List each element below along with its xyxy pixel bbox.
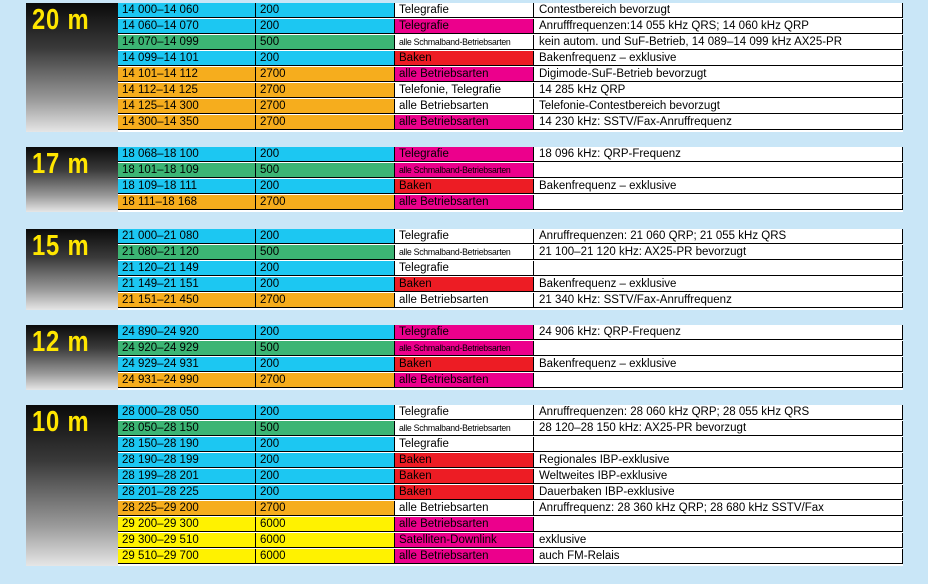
bandwidth-cell: 6000 [256, 517, 395, 532]
mode-cell: Baken [395, 485, 534, 500]
mode-cell: Telegrafie [395, 325, 534, 340]
mode-cell: alle Betriebsarten [395, 373, 534, 388]
mode-cell: Baken [395, 357, 534, 372]
table-row [118, 67, 903, 83]
table-row [118, 229, 903, 245]
table-row [118, 261, 903, 277]
bandwidth-cell: 2700 [256, 67, 395, 82]
table-row [118, 325, 903, 341]
table-row [118, 421, 903, 437]
frequency-cell: 21 149–21 151 [118, 277, 256, 292]
table-row [118, 341, 903, 357]
mode-cell [395, 163, 534, 178]
bandwidth-cell: 200 [256, 469, 395, 484]
bandwidth-cell: 2700 [256, 373, 395, 388]
bandwidth-cell: 200 [256, 147, 395, 162]
note-cell [534, 261, 903, 276]
mode-cell: Baken [395, 51, 534, 66]
note-cell: Regionales IBP-exklusive [534, 453, 903, 468]
mode-cell: Telefonie, Telegrafie [395, 83, 534, 98]
frequency-cell: 18 111–18 168 [118, 195, 256, 210]
mode-text: alle Schmalband-Betriebsarten [399, 165, 511, 176]
note-cell [534, 373, 903, 388]
mode-cell: Baken [395, 277, 534, 292]
note-cell: Bakenfrequenz – exklusive [534, 277, 903, 292]
note-cell: Anruffrequenzen: 28 060 kHz QRP; 28 055 kHz QRS [534, 405, 903, 420]
mode-cell: Baken [395, 469, 534, 484]
frequency-cell: 28 000–28 050 [118, 405, 256, 420]
frequency-cell: 18 068–18 100 [118, 147, 256, 162]
bandwidth-cell: 6000 [256, 533, 395, 548]
frequency-cell: 18 101–18 109 [118, 163, 256, 178]
table-row [118, 195, 903, 211]
bandwidth-cell: 200 [256, 51, 395, 66]
note-cell: Weltweites IBP-exklusive [534, 469, 903, 484]
bandwidth-cell: 200 [256, 453, 395, 468]
note-cell: auch FM-Relais [534, 549, 903, 564]
mode-cell: alle Betriebsarten [395, 517, 534, 532]
note-cell: 28 120–28 150 kHz: AX25-PR bevorzugt [534, 421, 903, 436]
frequency-cell: 21 000–21 080 [118, 229, 256, 244]
band-block-12m [26, 325, 903, 390]
mode-text: alle Schmalband-Betriebsarten [399, 37, 511, 48]
frequency-cell: 18 109–18 111 [118, 179, 256, 194]
frequency-cell: 21 120–21 149 [118, 261, 256, 276]
frequency-cell: 28 201–28 225 [118, 485, 256, 500]
table-row [118, 99, 903, 115]
table-row [118, 453, 903, 469]
note-cell: Anruffrequenz: 28 360 kHz QRP; 28 680 kHz SSTV/Fax [534, 501, 903, 516]
mode-cell: alle Betriebsarten [395, 67, 534, 82]
table-row [118, 549, 903, 565]
frequency-cell: 28 050–28 150 [118, 421, 256, 436]
band-header [26, 325, 118, 390]
mode-cell: Telegrafie [395, 437, 534, 452]
frequency-cell: 14 060–14 070 [118, 19, 256, 34]
mode-cell: alle Betriebsarten [395, 195, 534, 210]
mode-text: alle Schmalband-Betriebsarten [399, 343, 511, 354]
note-cell: 14 285 kHz QRP [534, 83, 903, 98]
bandwidth-cell: 200 [256, 277, 395, 292]
mode-cell: alle Betriebsarten [395, 115, 534, 130]
band-label: 20 m [32, 4, 90, 36]
band-rows [118, 147, 903, 212]
note-cell: Anruffrequenzen: 21 060 QRP; 21 055 kHz QRS [534, 229, 903, 244]
frequency-cell: 24 890–24 920 [118, 325, 256, 340]
bandwidth-cell: 500 [256, 245, 395, 260]
mode-cell [395, 35, 534, 50]
band-rows [118, 325, 903, 390]
bandwidth-cell: 500 [256, 163, 395, 178]
table-row [118, 501, 903, 517]
mode-cell: alle Betriebsarten [395, 293, 534, 308]
mode-cell: Telegrafie [395, 405, 534, 420]
frequency-cell: 29 200–29 300 [118, 517, 256, 532]
bandwidth-cell: 500 [256, 421, 395, 436]
band-header [26, 147, 118, 212]
bandwidth-cell: 2700 [256, 293, 395, 308]
table-row [118, 83, 903, 99]
mode-cell: Telegrafie [395, 147, 534, 162]
bandwidth-cell: 200 [256, 325, 395, 340]
bandwidth-cell: 200 [256, 261, 395, 276]
note-cell: exklusive [534, 533, 903, 548]
bandwidth-cell: 200 [256, 437, 395, 452]
table-row [118, 437, 903, 453]
table-row [118, 373, 903, 389]
table-row [118, 19, 903, 35]
bandwidth-cell: 200 [256, 19, 395, 34]
table-row [118, 179, 903, 195]
frequency-cell: 14 112–14 125 [118, 83, 256, 98]
band-block-10m [26, 405, 903, 566]
mode-cell: alle Betriebsarten [395, 549, 534, 564]
band-block-17m [26, 147, 903, 212]
mode-cell: Baken [395, 179, 534, 194]
note-cell [534, 517, 903, 532]
table-row [118, 245, 903, 261]
mode-cell: Telegrafie [395, 19, 534, 34]
note-cell: 24 906 kHz: QRP-Frequenz [534, 325, 903, 340]
frequency-cell: 14 000–14 060 [118, 3, 256, 18]
band-label: 12 m [32, 326, 90, 358]
frequency-cell: 24 929–24 931 [118, 357, 256, 372]
table-row [118, 51, 903, 67]
mode-cell: Telegrafie [395, 229, 534, 244]
bandwidth-cell: 2700 [256, 115, 395, 130]
table-row [118, 115, 903, 131]
table-row [118, 163, 903, 179]
band-rows [118, 229, 903, 310]
frequency-cell: 14 070–14 099 [118, 35, 256, 50]
band-rows [118, 3, 903, 132]
frequency-cell: 28 190–28 199 [118, 453, 256, 468]
mode-cell: alle Betriebsarten [395, 501, 534, 516]
bandwidth-cell: 2700 [256, 83, 395, 98]
mode-text: alle Schmalband-Betriebsarten [399, 423, 511, 434]
mode-cell: Baken [395, 453, 534, 468]
table-row [118, 147, 903, 163]
note-cell [534, 341, 903, 356]
table-row [118, 533, 903, 549]
bandwidth-cell: 2700 [256, 501, 395, 516]
mode-cell: Telegrafie [395, 3, 534, 18]
table-row [118, 293, 903, 309]
frequency-cell: 14 300–14 350 [118, 115, 256, 130]
table-row [118, 35, 903, 51]
frequency-cell: 28 225–29 200 [118, 501, 256, 516]
frequency-cell: 28 199–28 201 [118, 469, 256, 484]
band-rows [118, 405, 903, 566]
mode-cell [395, 245, 534, 260]
frequency-cell: 28 150–28 190 [118, 437, 256, 452]
band-block-20m [26, 3, 903, 132]
mode-cell: alle Betriebsarten [395, 99, 534, 114]
frequency-cell: 14 099–14 101 [118, 51, 256, 66]
frequency-cell: 14 125–14 300 [118, 99, 256, 114]
frequency-cell: 29 510–29 700 [118, 549, 256, 564]
bandwidth-cell: 200 [256, 405, 395, 420]
note-cell: Dauerbaken IBP-exklusive [534, 485, 903, 500]
note-cell: 18 096 kHz: QRP-Frequenz [534, 147, 903, 162]
band-label: 15 m [32, 230, 90, 262]
bandwidth-cell: 500 [256, 35, 395, 50]
bandwidth-cell: 200 [256, 3, 395, 18]
mode-cell: Satelliten-Downlink [395, 533, 534, 548]
band-label: 10 m [32, 406, 90, 438]
mode-cell [395, 341, 534, 356]
note-cell: Telefonie-Contestbereich bevorzugt [534, 99, 903, 114]
table-row [118, 357, 903, 373]
frequency-cell: 21 080–21 120 [118, 245, 256, 260]
note-cell [534, 163, 903, 178]
note-cell: 21 100–21 120 kHz: AX25-PR bevorzugt [534, 245, 903, 260]
bandwidth-cell: 2700 [256, 195, 395, 210]
band-header [26, 3, 118, 132]
frequency-cell: 29 300–29 510 [118, 533, 256, 548]
bandwidth-cell: 6000 [256, 549, 395, 564]
note-cell: 21 340 kHz: SSTV/Fax-Anruffrequenz [534, 293, 903, 308]
frequency-cell: 21 151–21 450 [118, 293, 256, 308]
mode-cell: Telegrafie [395, 261, 534, 276]
mode-cell [395, 421, 534, 436]
band-header [26, 229, 118, 310]
bandwidth-cell: 200 [256, 229, 395, 244]
table-row [118, 3, 903, 19]
note-cell: kein autom. und SuF-Betrieb, 14 089–14 099 kHz AX25-PR [534, 35, 903, 50]
table-row [118, 485, 903, 501]
note-cell: Contestbereich bevorzugt [534, 3, 903, 18]
frequency-cell: 24 931–24 990 [118, 373, 256, 388]
note-cell: Digimode-SuF-Betrieb bevorzugt [534, 67, 903, 82]
bandwidth-cell: 200 [256, 485, 395, 500]
note-cell: Anrufffrequenzen:14 055 kHz QRS; 14 060 kHz QRP [534, 19, 903, 34]
table-row [118, 517, 903, 533]
note-cell: Bakenfrequenz – exklusive [534, 51, 903, 66]
bandwidth-cell: 200 [256, 357, 395, 372]
note-cell [534, 195, 903, 210]
note-cell: 14 230 kHz: SSTV/Fax-Anruffrequenz [534, 115, 903, 130]
band-header [26, 405, 118, 566]
frequency-cell: 14 101–14 112 [118, 67, 256, 82]
bandwidth-cell: 500 [256, 341, 395, 356]
band-label: 17 m [32, 148, 90, 180]
band-block-15m [26, 229, 903, 310]
bandwidth-cell: 200 [256, 179, 395, 194]
bandwidth-cell: 2700 [256, 99, 395, 114]
mode-text: alle Schmalband-Betriebsarten [399, 247, 511, 258]
table-row [118, 277, 903, 293]
note-cell: Bakenfrequenz – exklusive [534, 357, 903, 372]
table-row [118, 469, 903, 485]
table-row [118, 405, 903, 421]
note-cell [534, 437, 903, 452]
frequency-cell: 24 920–24 929 [118, 341, 256, 356]
note-cell: Bakenfrequenz – exklusive [534, 179, 903, 194]
